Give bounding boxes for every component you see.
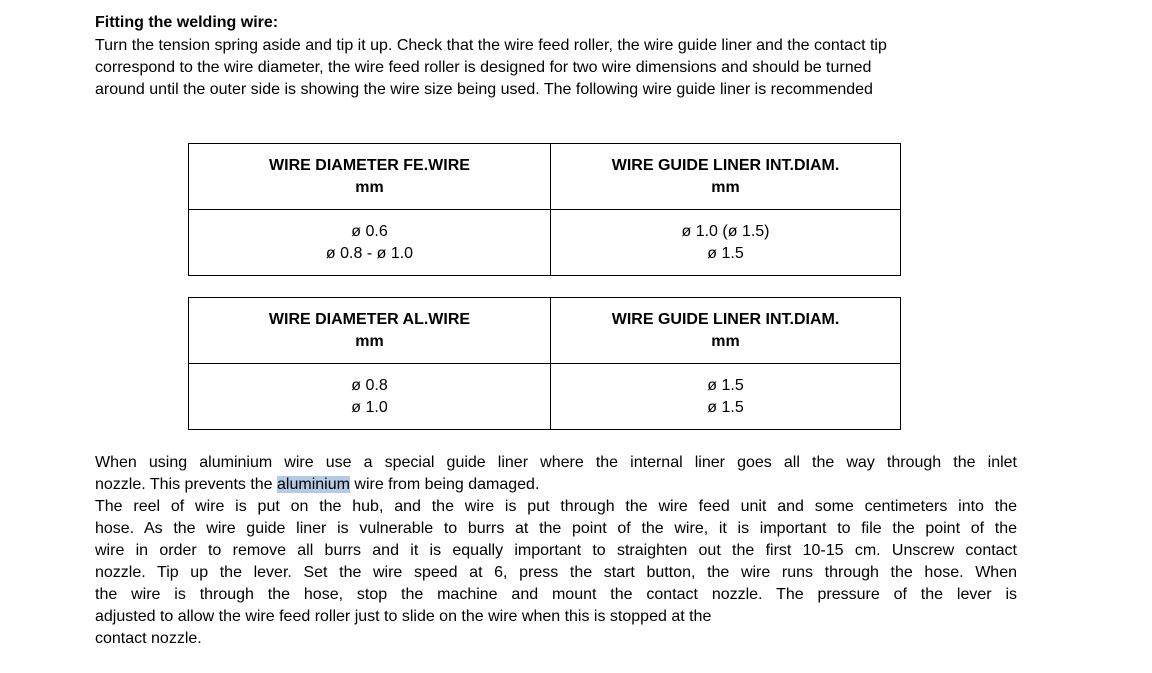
header-unit: mm (355, 178, 384, 196)
cell-value: ø 1.5 (707, 398, 744, 416)
header-label: WIRE GUIDE LINER INT.DIAM. (611, 156, 840, 174)
section-heading: Fitting the welding wire: (95, 14, 279, 31)
table-row (189, 364, 901, 430)
header-unit: mm (711, 178, 740, 196)
table-header-row (189, 144, 901, 210)
cell-value: ø 1.0 (ø 1.5) (681, 222, 770, 240)
cell-value: ø 0.6 (351, 222, 388, 240)
cell-value: ø 1.0 (351, 398, 388, 416)
body-line (95, 474, 1017, 496)
wire-diameter-cell (189, 210, 551, 276)
header-unit: mm (355, 332, 384, 350)
cell-value: ø 0.8 - ø 1.0 (325, 244, 414, 262)
cell-value: ø 0.8 (351, 376, 388, 394)
body-line: contact nozzle. (95, 630, 202, 647)
header-cell-guide-liner (551, 298, 901, 364)
header-label: WIRE DIAMETER AL.WIRE (268, 310, 471, 328)
cell-value: ø 1.5 (707, 244, 744, 262)
table-header-row (189, 298, 901, 364)
selected-text-highlight[interactable]: aluminium (277, 476, 350, 493)
header-cell-guide-liner (551, 144, 901, 210)
cell-value: ø 1.5 (707, 376, 744, 394)
intro-paragraph (95, 35, 1025, 101)
body-text-fragment: wire from being damaged. (349, 476, 540, 493)
body-line: adjusted to allow the wire feed roller just to slide on the wire when this is stopped at the (95, 608, 712, 625)
wire-diameter-cell (189, 364, 551, 430)
body-line: When using aluminium wire use a special guide liner where the internal liner goes all the way through the inlet (95, 454, 1017, 471)
table-row (189, 210, 901, 276)
fe-wire-table (188, 143, 901, 276)
header-label: WIRE DIAMETER FE.WIRE (269, 156, 470, 174)
instructions-paragraph (95, 452, 1017, 650)
intro-line: around until the outer side is showing the wire size being used. The following wire guide liner is recommended (95, 81, 873, 98)
body-line: hose. As the wire guide liner is vulnerable to burrs at the point of the wire, it is important to file the point of the (95, 520, 1017, 537)
intro-line: Turn the tension spring aside and tip it up. Check that the wire feed roller, the wire guide liner and the contact tip (95, 37, 887, 54)
guide-liner-cell (551, 364, 901, 430)
body-text-fragment: nozzle. This prevents the (95, 476, 278, 493)
al-wire-table (188, 297, 901, 430)
header-label: WIRE GUIDE LINER INT.DIAM. (611, 310, 840, 328)
header-unit: mm (711, 332, 740, 350)
guide-liner-cell (551, 210, 901, 276)
header-cell-wire-diameter-fe (189, 144, 551, 210)
body-line: The reel of wire is put on the hub, and the wire is put through the wire feed unit and some centimeters into the (95, 498, 1017, 515)
header-cell-wire-diameter-al (189, 298, 551, 364)
body-line: wire in order to remove all burrs and it is equally important to straighten out the first 10-15 cm. Unscrew contact (95, 542, 1017, 559)
body-line: nozzle. Tip up the lever. Set the wire speed at 6, press the start button, the wire runs through the hose. When (95, 564, 1017, 581)
body-line: the wire is through the hose, stop the machine and mount the contact nozzle. The pressure of the lever is (95, 586, 1017, 603)
intro-line: correspond to the wire diameter, the wire feed roller is designed for two wire dimensions and should be turned (95, 59, 872, 76)
